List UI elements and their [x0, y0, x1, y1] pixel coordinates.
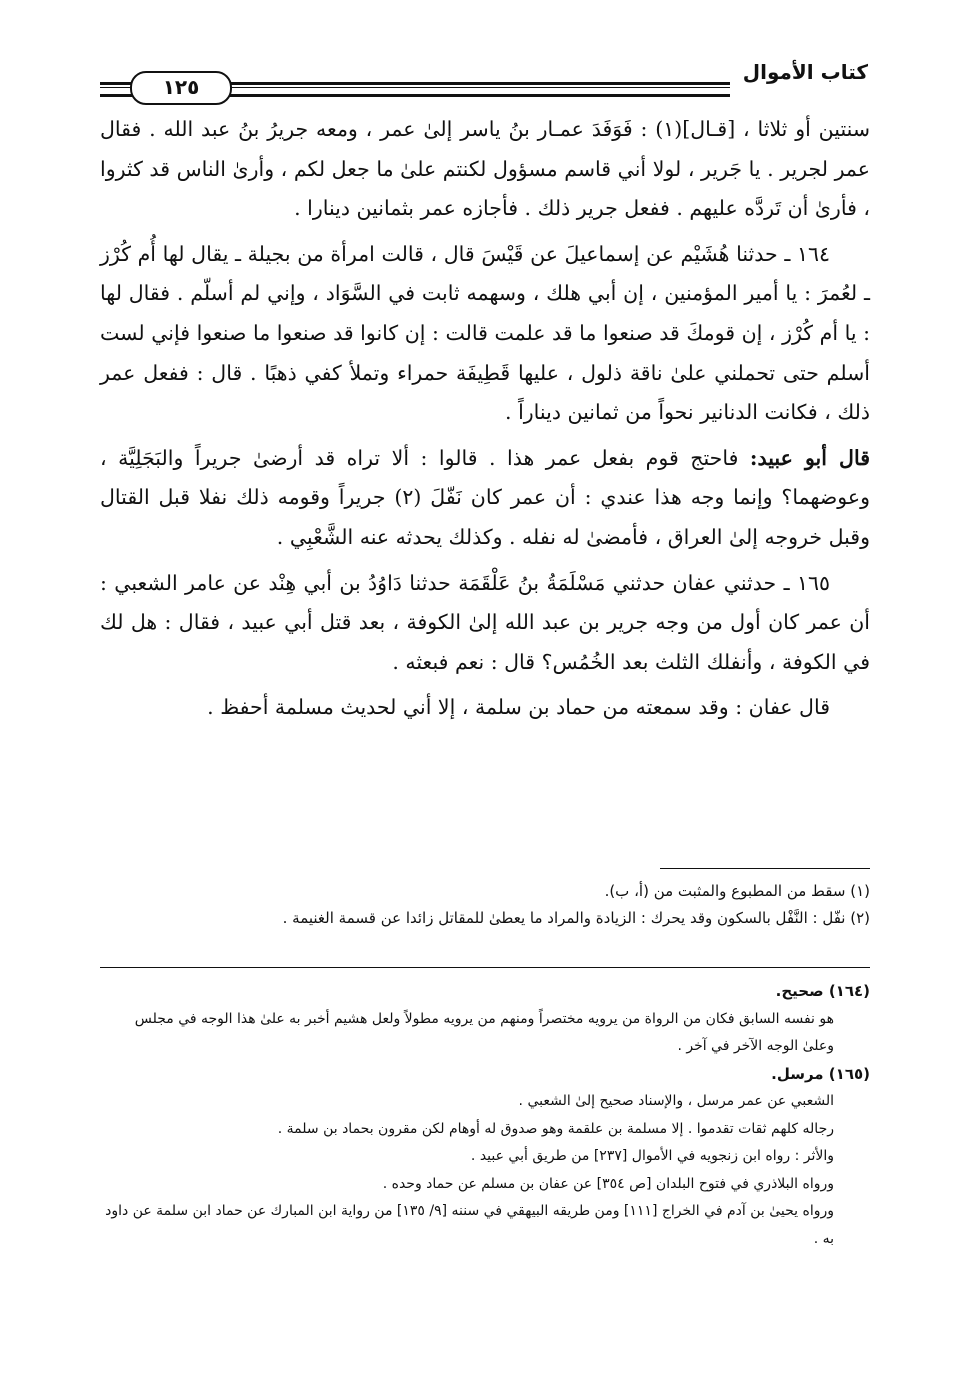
takhrij-line: والأثر : رواه ابن زنجويه في الأموال [٢٣٧] من طريق أبي عبيد .	[470, 1148, 834, 1164]
paragraph-affan: قال عفان : وقد سمعته من حماد بن سلمة ، إلا أني لحديث مسلمة أحفظ .	[207, 695, 830, 720]
page-header	[100, 48, 870, 100]
takhrij-line: ورواه يحيىٰ بن آدم في الخراج [١١١] ومن طريقه البيهقي في سننه [٩/ ١٣٥] من رواية ابن المبارك عن حماد ابن سلمة عن داود به .	[105, 1203, 834, 1247]
takhrij-rule	[100, 967, 870, 968]
paragraph-164: ١٦٤ ـ حدثنا هُشَيْم عن إسماعيلَ عن قَيْسَ قال ، قالت امرأة من بجيلة ـ يقال لها أُم كُرْز ـ لعُمرَ : يا أمير المؤمنين ، إن أبي هلك ، وسهمه ثابت في السَّوَاد ، وإني لم أسلّم . فقال لها : يا أم كُرْز ، إن قومكَ قد صنعوا ما قد علمت قالت : إن كانوا قد صنعوا ما صنعوا فإني لست أسلم حتى تحملني علىٰ ناقة ذلول ، عليها قَطِيفَة حمراء وتملأ كفي ذهبًا . قال : ففعل عمر ذلك ، فكانت الدنانير نحواً من ثمانين ديناراً .	[100, 241, 870, 425]
takhrij-line: الشعبي عن عمر مرسل ، والإسناد صحيح إلىٰ الشعبي .	[518, 1093, 834, 1109]
abu-ubaid-comment: فاحتج قوم بفعل عمر هذا . قالوا : ألا تراه قد أرضىٰ جريراً والبَجَلِيَّة ، وعوضهما؟ وإنما وجه هذا عندي : أن عمر كان نَفّلَ (٢) جريراً وقومه ذلك نفلا قبل القتال وقبل خروجه إلىٰ العراق ، فأمضىٰ له نفله . وكذلك يحدثه عنه الشَّعْبِي .	[100, 445, 870, 549]
takhrij-section	[100, 978, 870, 1253]
takhrij-line: ورواه البلاذري في فتوح البلدان [ص ٣٥٤] عن عفان بن مسلم عن حماد وحده .	[382, 1175, 834, 1192]
book-title: كتاب الأموال	[742, 60, 868, 84]
takhrij-line: رجاله كلهم ثقات تقدموا . إلا مسلمة بن علقمة وهو صدوق له أوهام لكن مقرون بحماد بن سلمة .	[277, 1120, 834, 1137]
paragraph-1: سنتين أو ثلاثا ، [قـال](١) : فَوَفَدَ عمـار بنُ ياسر إلىٰ عمر ، ومعه جريرُ بنُ عبد الله . فقال عمر لجرير . يا جَرير ، لولا أني قاسم مسؤول لكنتم علىٰ ما جعل لكم ، وأرىٰ الناس قد كثروا ، فأرىٰ أن تَردَّه عليهم . ففعل جرير ذلك . فأجازه عمر بثمانين دينارا .	[100, 117, 870, 221]
speaker-label: قال أبو عبيد:	[749, 445, 870, 470]
paragraph-165: ١٦٥ ـ حدثني عفان حدثني مَسْلَمَةُ بنُ عَلْقَمَة حدثنا دَاوُدُ بن أبي هِنْد عن عامر الشعبي : أن عمر كان أول من وجه جرير بن عبد الله إلىٰ الكوفة ، بعد قتل أبي عبيد ، فقال : هل لك في الكوفة ، وأنفلك الثلث بعد الخُمُس؟ قال : نعم فبعثه .	[100, 570, 870, 674]
page-number: ١٢٥	[130, 71, 232, 105]
takhrij-heading-164: (١٦٤) صحيح.	[775, 982, 870, 1000]
paragraph-abu-ubaid	[100, 439, 870, 558]
footnote-2: (٢) نفّل : النَّفْل بالسكون وقد يحرك : الزيادة والمراد ما يعطىٰ للمقاتل زائدا عن قسمة الغنيمة .	[282, 909, 870, 927]
takhrij-text-164: هو نفسه السابق فكان من الرواة من يرويه مختصراً ومنهم من يرويه مطولاً ولعل هشيم أخبر به علىٰ هذا الوجه في مجلس وعلىٰ الوجه الآخر في آخر .	[134, 1010, 834, 1054]
footnotes	[100, 878, 870, 932]
footnote-1: (١) سقط من المطبوع والمثبت من (أ، ب).	[604, 882, 870, 900]
main-text	[100, 110, 870, 734]
takhrij-heading-165: (١٦٥) مرسل.	[771, 1064, 870, 1083]
footnote-rule	[660, 868, 870, 869]
